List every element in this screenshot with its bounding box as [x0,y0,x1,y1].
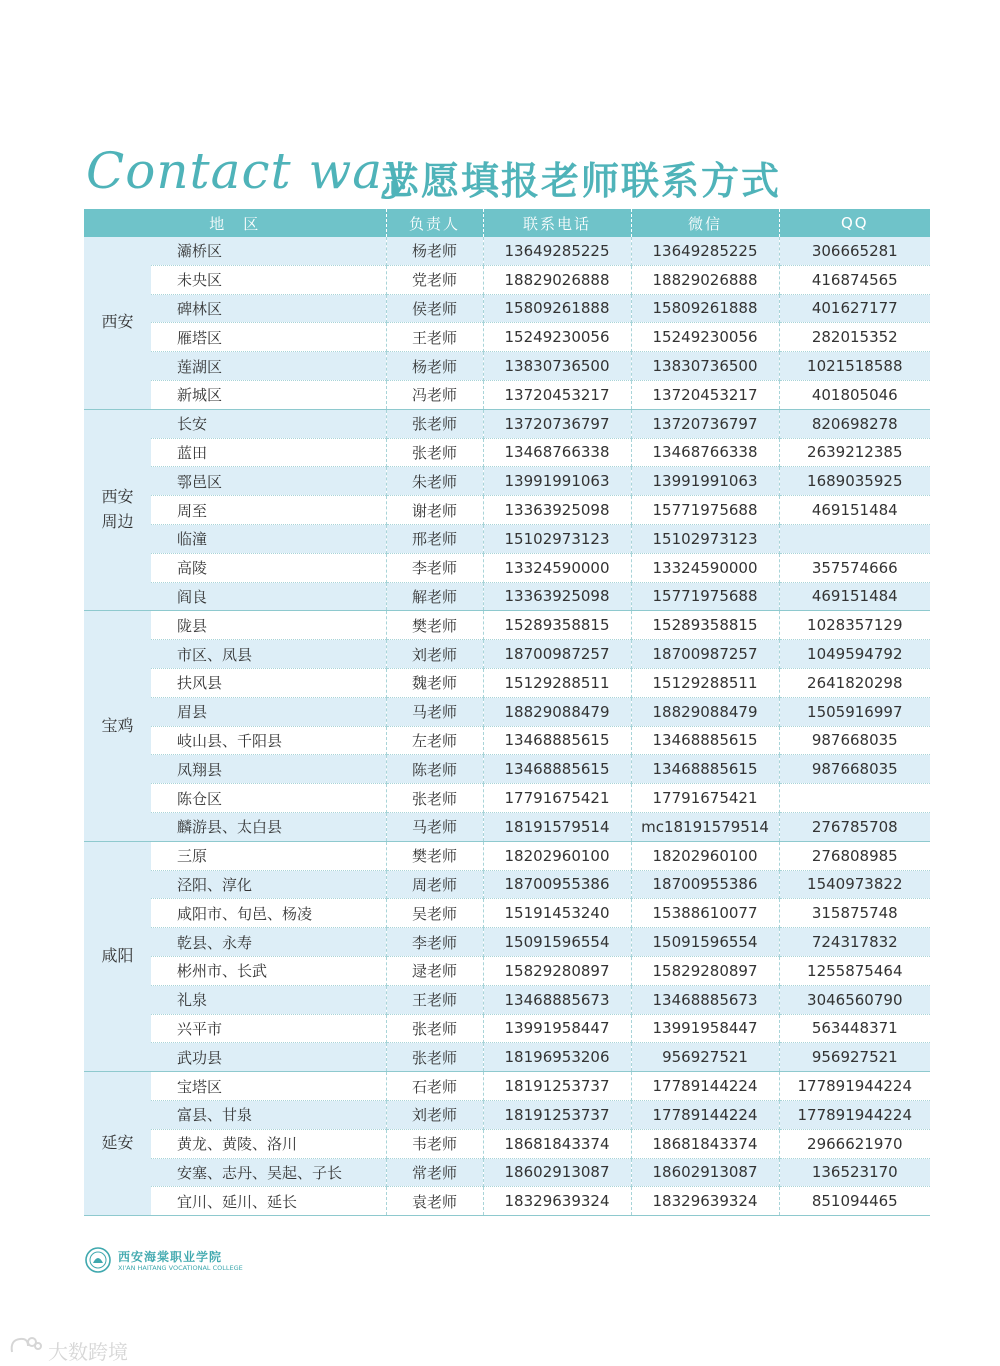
script-title: Contact way [86,142,413,200]
area-cell: 黄龙、黄陵、洛川 [151,1129,386,1158]
qq-cell: 416874565 [779,265,930,294]
area-cell: 麟游县、太白县 [151,812,386,841]
table-row [84,582,930,611]
wechat-cell: 15129288511 [631,668,779,697]
phone-cell: 15191453240 [483,899,631,928]
phone-cell: 18191253737 [483,1072,631,1101]
phone-cell: 18829026888 [483,265,631,294]
phone-cell: 13991958447 [483,1014,631,1043]
area-cell: 周至 [151,496,386,525]
wechat-cell: 18700987257 [631,640,779,669]
phone-cell: 15129288511 [483,668,631,697]
wechat-cell: 17791675421 [631,784,779,813]
qq-cell: 315875748 [779,899,930,928]
area-cell: 灞桥区 [151,237,386,265]
wechat-cell: 15289358815 [631,611,779,640]
person-cell: 王老师 [386,323,483,352]
area-cell: 乾县、永寿 [151,928,386,957]
table-row [84,812,930,841]
qq-cell: 2639212385 [779,438,930,467]
watermark [8,1334,188,1364]
phone-cell: 13468885615 [483,726,631,755]
table-row [84,928,930,957]
wechat-cell: 13468885673 [631,985,779,1014]
wechat-cell: 18681843374 [631,1129,779,1158]
region-cell [84,409,151,611]
area-cell: 碑林区 [151,294,386,323]
area-cell: 眉县 [151,697,386,726]
wechat-cell: 13991958447 [631,1014,779,1043]
table-row [84,870,930,899]
qq-cell: 1689035925 [779,467,930,496]
area-cell: 武功县 [151,1043,386,1072]
person-cell: 谢老师 [386,496,483,525]
phone-cell: 18191253737 [483,1100,631,1129]
area-cell: 凤翔县 [151,755,386,784]
region-cell [84,237,151,409]
phone-cell: 18329639324 [483,1187,631,1216]
area-cell: 安塞、志丹、吴起、子长 [151,1158,386,1187]
qq-cell: 469151484 [779,496,930,525]
area-cell: 莲湖区 [151,352,386,381]
qq-cell: 987668035 [779,755,930,784]
person-cell: 袁老师 [386,1187,483,1216]
watermark-text: 大数跨境 [48,1340,128,1364]
table-row [84,1129,930,1158]
qq-cell: 1049594792 [779,640,930,669]
qq-cell: 136523170 [779,1158,930,1187]
phone-cell: 18196953206 [483,1043,631,1072]
wechat-cell: 17789144224 [631,1100,779,1129]
area-cell: 市区、凤县 [151,640,386,669]
wechat-cell: 13468885615 [631,726,779,755]
qq-cell [779,524,930,553]
column-header-qq: QQ [779,209,930,237]
area-cell: 礼泉 [151,985,386,1014]
area-cell: 陇县 [151,611,386,640]
table-row [84,553,930,582]
area-cell: 宜川、延川、延长 [151,1187,386,1216]
wechat-cell: 15102973123 [631,524,779,553]
person-cell: 刘老师 [386,640,483,669]
wechat-cell: 13468766338 [631,438,779,467]
table-row [84,1072,930,1101]
phone-cell: 13991991063 [483,467,631,496]
qq-cell: 357574666 [779,553,930,582]
region-label: 西安 [101,312,134,332]
phone-cell: 13468885673 [483,985,631,1014]
logo-subtitle: XI'AN HAITANG VOCATIONAL COLLEGE [118,1264,243,1272]
wechat-cell: 17789144224 [631,1072,779,1101]
phone-cell: 13649285225 [483,237,631,265]
person-cell: 魏老师 [386,668,483,697]
region-label: 周边 [101,512,134,532]
area-cell: 未央区 [151,265,386,294]
table-row [84,237,930,265]
table-row [84,956,930,985]
column-header-region: 地 区 [84,209,386,237]
page-header [86,140,946,204]
table-row [84,697,930,726]
person-cell: 吴老师 [386,899,483,928]
area-cell: 泾阳、淳化 [151,870,386,899]
phone-cell: 15249230056 [483,323,631,352]
qq-cell: 276808985 [779,841,930,870]
person-cell: 侯老师 [386,294,483,323]
person-cell: 逯老师 [386,956,483,985]
person-cell: 李老师 [386,928,483,957]
person-cell: 朱老师 [386,467,483,496]
page-title: 志愿填报老师联系方式 [381,159,782,203]
person-cell: 樊老师 [386,611,483,640]
region-label: 西安 [101,487,134,507]
area-cell: 陈仓区 [151,784,386,813]
column-header-wechat: 微信 [631,209,779,237]
phone-cell: 18681843374 [483,1129,631,1158]
person-cell: 党老师 [386,265,483,294]
qq-cell: 851094465 [779,1187,930,1216]
person-cell: 张老师 [386,784,483,813]
phone-cell: 15829280897 [483,956,631,985]
wechat-cell: 13324590000 [631,553,779,582]
table-row [84,1187,930,1216]
area-cell: 宝塔区 [151,1072,386,1101]
qq-cell: 1505916997 [779,697,930,726]
qq-cell: 401805046 [779,380,930,409]
wechat-cell: 956927521 [631,1043,779,1072]
region-label: 宝鸡 [101,715,134,735]
contact-table [84,209,930,1216]
college-logo [84,1246,304,1278]
column-header-person: 负责人 [386,209,483,237]
wechat-cell: 13720453217 [631,380,779,409]
wechat-cell: 13649285225 [631,237,779,265]
qq-cell: 276785708 [779,812,930,841]
table-row [84,265,930,294]
wechat-cell: 15771975688 [631,582,779,611]
qq-cell: 401627177 [779,294,930,323]
wechat-cell: 15771975688 [631,496,779,525]
wechat-cell: 13468885615 [631,755,779,784]
person-cell: 王老师 [386,985,483,1014]
table-row [84,467,930,496]
wechat-cell: 18700955386 [631,870,779,899]
region-cell [84,841,151,1071]
person-cell: 周老师 [386,870,483,899]
person-cell: 刘老师 [386,1100,483,1129]
table-row [84,1158,930,1187]
phone-cell: 13363925098 [483,496,631,525]
area-cell: 临潼 [151,524,386,553]
phone-cell: 13468766338 [483,438,631,467]
area-cell: 岐山县、千阳县 [151,726,386,755]
table-row [84,294,930,323]
table-row [84,611,930,640]
table-row [84,1014,930,1043]
table-row [84,380,930,409]
area-cell: 兴平市 [151,1014,386,1043]
table-row [84,409,930,438]
person-cell: 李老师 [386,553,483,582]
phone-cell: 18829088479 [483,697,631,726]
person-cell: 张老师 [386,1043,483,1072]
person-cell: 杨老师 [386,352,483,381]
wechat-cell: 18602913087 [631,1158,779,1187]
qq-cell: 2966621970 [779,1129,930,1158]
person-cell: 马老师 [386,812,483,841]
region-cell [84,611,151,841]
table-row [84,985,930,1014]
region-cell [84,1072,151,1216]
wechat-cell: 18829088479 [631,697,779,726]
person-cell: 樊老师 [386,841,483,870]
person-cell: 杨老师 [386,237,483,265]
person-cell: 解老师 [386,582,483,611]
area-cell: 鄠邑区 [151,467,386,496]
wechat-cell: 18829026888 [631,265,779,294]
table-row [84,1043,930,1072]
qq-cell: 820698278 [779,409,930,438]
table-row [84,1100,930,1129]
wechat-cell: 13720736797 [631,409,779,438]
person-cell: 陈老师 [386,755,483,784]
person-cell: 张老师 [386,1014,483,1043]
qq-cell: 469151484 [779,582,930,611]
qq-cell: 177891944224 [779,1100,930,1129]
wechat-cell: 13991991063 [631,467,779,496]
qq-cell: 1540973822 [779,870,930,899]
area-cell: 咸阳市、旬邑、杨凌 [151,899,386,928]
phone-cell: 18700987257 [483,640,631,669]
qq-cell: 956927521 [779,1043,930,1072]
table-body [84,237,930,1216]
person-cell: 冯老师 [386,380,483,409]
phone-cell: 15091596554 [483,928,631,957]
area-cell: 扶风县 [151,668,386,697]
phone-cell: 13720736797 [483,409,631,438]
logo-name: 西安海棠职业学院 [118,1250,223,1264]
phone-cell: 13468885615 [483,755,631,784]
person-cell: 左老师 [386,726,483,755]
table-row [84,841,930,870]
wechat-cell: 15809261888 [631,294,779,323]
wechat-cell: 15091596554 [631,928,779,957]
qq-cell: 1021518588 [779,352,930,381]
wechat-cell: mc18191579514 [631,812,779,841]
person-cell: 韦老师 [386,1129,483,1158]
table-row [84,524,930,553]
table-row [84,726,930,755]
area-cell: 彬州市、长武 [151,956,386,985]
table-row [84,755,930,784]
region-label: 咸阳 [101,946,134,966]
phone-cell: 15289358815 [483,611,631,640]
column-header-phone: 联系电话 [483,209,631,237]
wechat-cell: 15829280897 [631,956,779,985]
table-row [84,668,930,697]
table-row [84,899,930,928]
region-label: 延安 [101,1133,134,1153]
college-emblem-icon [84,1246,112,1274]
table-row [84,323,930,352]
qq-cell: 987668035 [779,726,930,755]
area-cell: 长安 [151,409,386,438]
area-cell: 高陵 [151,553,386,582]
qq-cell: 1255875464 [779,956,930,985]
qq-cell: 3046560790 [779,985,930,1014]
area-cell: 新城区 [151,380,386,409]
qq-cell: 1028357129 [779,611,930,640]
area-cell: 蓝田 [151,438,386,467]
qq-cell: 177891944224 [779,1072,930,1101]
table-row [84,352,930,381]
area-cell: 富县、甘泉 [151,1100,386,1129]
person-cell: 石老师 [386,1072,483,1101]
wechat-cell: 15249230056 [631,323,779,352]
phone-cell: 13324590000 [483,553,631,582]
person-cell: 张老师 [386,438,483,467]
wechat-cell: 13830736500 [631,352,779,381]
table-row [84,640,930,669]
phone-cell: 15102973123 [483,524,631,553]
qq-cell: 2641820298 [779,668,930,697]
phone-cell: 18602913087 [483,1158,631,1187]
watermark-logo-icon [8,1334,42,1358]
qq-cell: 306665281 [779,237,930,265]
phone-cell: 13830736500 [483,352,631,381]
person-cell: 邢老师 [386,524,483,553]
phone-cell: 18191579514 [483,812,631,841]
wechat-cell: 18202960100 [631,841,779,870]
area-cell: 三原 [151,841,386,870]
area-cell: 阎良 [151,582,386,611]
person-cell: 常老师 [386,1158,483,1187]
person-cell: 马老师 [386,697,483,726]
table-header [84,209,930,237]
wechat-cell: 18329639324 [631,1187,779,1216]
phone-cell: 15809261888 [483,294,631,323]
person-cell: 张老师 [386,409,483,438]
phone-cell: 18700955386 [483,870,631,899]
qq-cell: 724317832 [779,928,930,957]
area-cell: 雁塔区 [151,323,386,352]
phone-cell: 13363925098 [483,582,631,611]
qq-cell: 282015352 [779,323,930,352]
table-row [84,784,930,813]
table-row [84,496,930,525]
table-row [84,438,930,467]
qq-cell: 563448371 [779,1014,930,1043]
wechat-cell: 15388610077 [631,899,779,928]
qq-cell [779,784,930,813]
phone-cell: 18202960100 [483,841,631,870]
phone-cell: 13720453217 [483,380,631,409]
phone-cell: 17791675421 [483,784,631,813]
